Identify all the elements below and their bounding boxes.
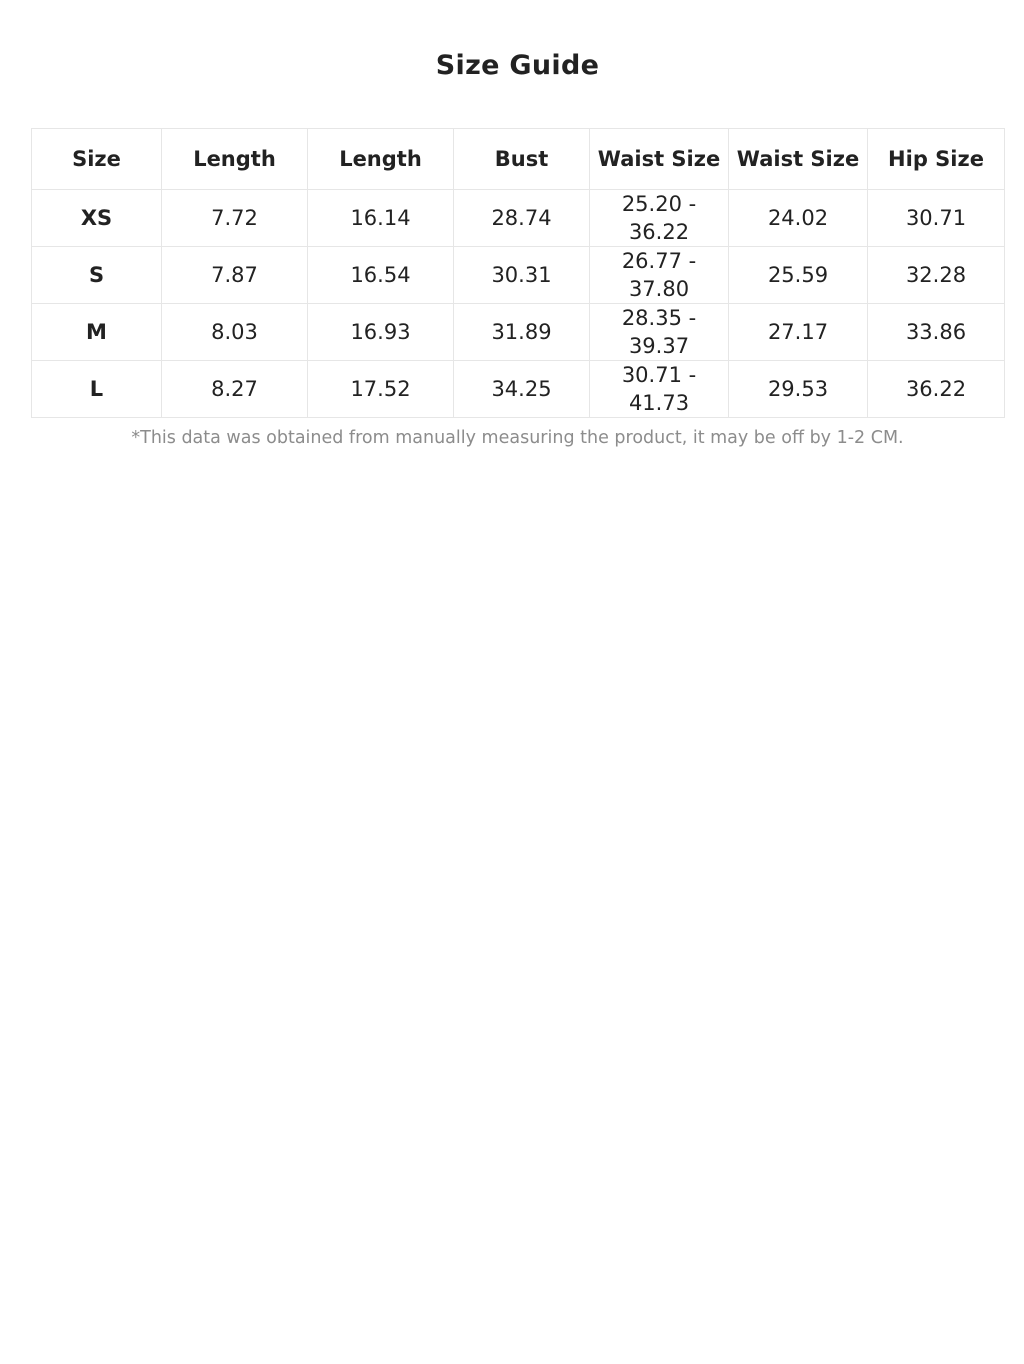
table-cell: 29.53: [729, 361, 868, 418]
table-cell: 16.54: [308, 247, 454, 304]
table-cell: 30.31: [454, 247, 590, 304]
table-cell: 27.17: [729, 304, 868, 361]
table-cell: 16.14: [308, 190, 454, 247]
header-hip-size: Hip Size: [868, 129, 1005, 190]
table-cell: 34.25: [454, 361, 590, 418]
table-cell: [590, 247, 729, 304]
table-cell: 8.03: [162, 304, 308, 361]
table-cell: 7.87: [162, 247, 308, 304]
table-cell: 24.02: [729, 190, 868, 247]
header-size: Size: [32, 129, 162, 190]
header-bust: Bust: [454, 129, 590, 190]
size-cell: M: [32, 304, 162, 361]
table-cell: [590, 361, 729, 418]
table-row: [32, 304, 1005, 361]
header-waist-size: Waist Size: [590, 129, 729, 190]
header-waist-size: Waist Size: [729, 129, 868, 190]
measurement-disclaimer: *This data was obtained from manually measuring the product, it may be off by 1-2 CM.: [131, 428, 904, 448]
page-title: Size Guide: [435, 50, 600, 81]
waist-range: 30.71 - 41.73: [621, 363, 697, 415]
size-cell: S: [32, 247, 162, 304]
waist-range: 25.20 - 36.22: [621, 192, 697, 244]
table-cell: 36.22: [868, 361, 1005, 418]
table-cell: 17.52: [308, 361, 454, 418]
size-guide-table: [31, 128, 1005, 418]
table-cell: 31.89: [454, 304, 590, 361]
waist-range: 26.77 - 37.80: [621, 249, 697, 301]
table-cell: 33.86: [868, 304, 1005, 361]
table-cell: 30.71: [868, 190, 1005, 247]
table-cell: 16.93: [308, 304, 454, 361]
table-row: [32, 190, 1005, 247]
table-cell: 28.74: [454, 190, 590, 247]
table-cell: [590, 304, 729, 361]
waist-range: 28.35 - 39.37: [621, 306, 697, 358]
table-row: [32, 361, 1005, 418]
table-cell: 7.72: [162, 190, 308, 247]
table-cell: 8.27: [162, 361, 308, 418]
table-header-row: [32, 129, 1005, 190]
table-cell: 32.28: [868, 247, 1005, 304]
header-length: Length: [162, 129, 308, 190]
table-cell: [590, 190, 729, 247]
header-length: Length: [308, 129, 454, 190]
table-row: [32, 247, 1005, 304]
size-cell: XS: [32, 190, 162, 247]
table-cell: 25.59: [729, 247, 868, 304]
size-cell: L: [32, 361, 162, 418]
